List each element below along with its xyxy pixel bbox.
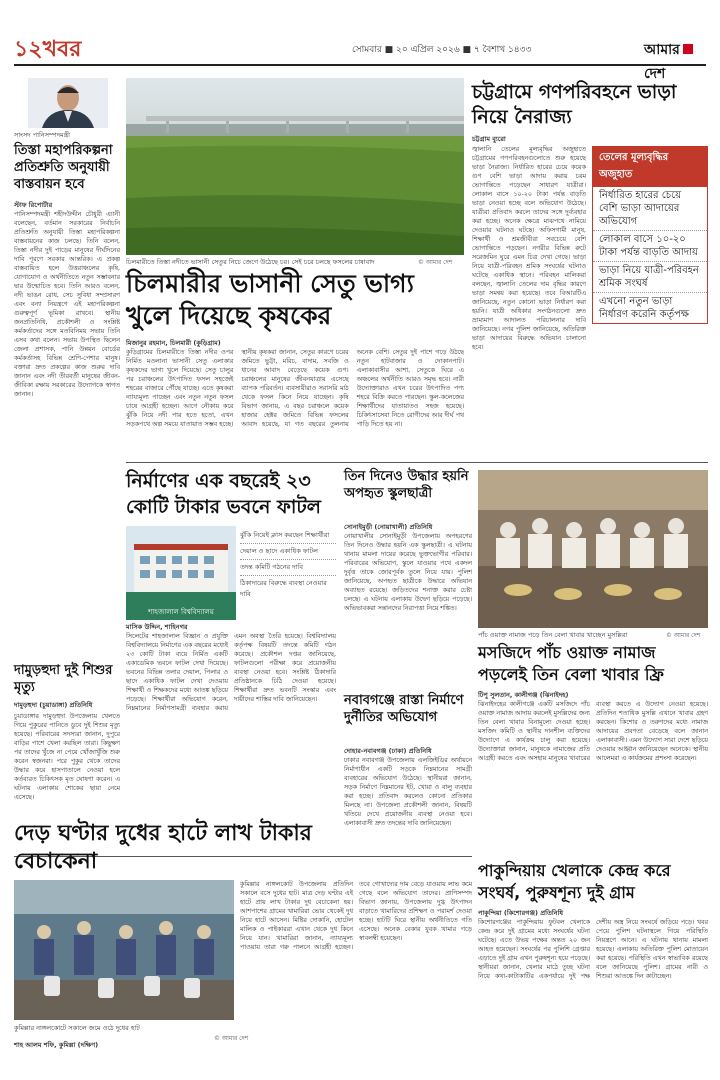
headline-chilmari: চিলমারীর ভাসানী সেতু ভাগ্য খুলে দিয়েছে কৃষকের [126, 269, 414, 330]
headline-abduction: তিন দিনেও উদ্ধার হয়নি অপহৃত স্কুলছাত্রী [344, 469, 469, 501]
brand-part-a: আমার [644, 42, 680, 58]
body-chilmari: কুড়িগ্রামের চিলমারীতে তিস্তা নদীর ওপর নির্মিত মওলানা ভাসানী সেতু এলাকার কৃষকদের ভাগ্য খুলে দিয়েছে। সেতু চালুর পর চরাঞ্চলের উৎপাদিত ফসল সহজেই শহরের বাজারে পৌঁছে যাচ্ছে। এতে কৃষকরা ন্যায্যমূল্য পাচ্ছেন এবং নতুন নতুন ফসল চাষে আগ্রহী হচ্ছেন। আগে নৌকায় করে ঝুঁকি নিয়ে নদী পার হতে হতো, এখন সড়কপথে অল্প সময়ে যাতায়াত সম্ভব হচ্ছে। স্থানীয় কৃষকরা জানান, সেতুর কারণে চরের জমিতে ভুট্টা, মরিচ, বাদাম, সবজি ও ধানের আবাদ বেড়েছে কয়েক গুণ। চরাঞ্চলের মানুষের জীবনযাত্রায় এসেছে ব্যাপক পরিবর্তন। ব্যবসায়ীরাও সরাসরি মাঠ থেকে ফসল কিনে নিয়ে যাচ্ছেন। কৃষি বিভাগ জানায়, এ বছর চরাঞ্চলে কয়েক হাজার হেক্টর জমিতে বিভিন্ন ফসলের আবাদ হয়েছে, যা গত বছরের তুলনায় অনেক বেশি। সেতুর দুই পাশে গড়ে উঠছে নতুন হাটবাজার ও দোকানপাট। এলাকাবাসীর আশা, সেতুকে ঘিরে এ অঞ্চলের অর্থনীতি আরও সমৃদ্ধ হবে। নারী উদ্যোক্তারাও এখন চরের উৎপাদিত পণ্য শহরে বিক্রি করতে পারছেন। স্কুল-কলেজের শিক্ষার্থীদের যাতায়াতও সহজ হয়েছে। চিকিৎসাসেবা নিতে রোগীদের আর দীর্ঘ পথ পাড়ি দিতে হয় না। [126, 349, 464, 428]
university-name-label: শাহজালাল বিশ্ববিদ্যালয় [126, 604, 236, 620]
bridge-field-photo [126, 78, 464, 255]
divider [126, 462, 708, 463]
byline-chilmari: মিজানুর রহমান, চিলমারী (কুড়িগ্রাম) [126, 339, 221, 347]
section-title: ১২খবর [14, 37, 82, 62]
photo-caption-chilmari: চিলমারীতে তিস্তা নদীতে ভাসানী সেতুর নিচে জেগে উঠেছে চর। সেই চরে চলছে ফসলের চাষাবাদ [126, 258, 375, 266]
photo-credit-milk: © আমার দেশ [214, 1035, 249, 1042]
headline-building-crack: নির্মাণের এক বছরেই ২৩ কোটি টাকার ভবনে ফাটল [126, 470, 321, 518]
building-bullets [240, 528, 336, 602]
byline-road: দোহার-নবাবগঞ্জ (ঢাকা) প্রতিনিধি [344, 747, 432, 755]
headline-mosque-meal: মসজিদে পাঁচ ওয়াক্ত নামাজ পড়লেই তিন বেলা খাবার ফ্রি [478, 643, 664, 684]
factbox-item: নির্ধারিত হারের চেয়ে বেশি ভাড়া আদায়ের অভিযোগ [593, 187, 707, 231]
issue-date: সোমবার ■ ২০ এপ্রিল ২০২৬ ■ ৭ বৈশাখ ১৪৩৩ [352, 45, 532, 55]
fare-factbox [592, 146, 708, 324]
byline-mosque: টিপু সুলতান, কালীগঞ্জ (ঝিনাইদহ) [478, 691, 569, 699]
photo-credit-mosque: © আমার দেশ [666, 632, 701, 639]
body-damurhuda: চুয়াডাঙ্গার দামুড়হুদা উপজেলায় খেলতে গিয়ে পুকুরের পানিতে ডুবে দুই শিশুর মৃত্যু হয়েছে। পরিবারের সদস্যরা জানান, দুপুরে বাড়ির পাশে খেলা করছিল তারা। কিছুক্ষণ পর তাদের খুঁজে না পেয়ে খোঁজাখুঁজি শুরু করেন স্বজনরা। পরে পুকুর থেকে তাদের উদ্ধার করে হাসপাতালে নেওয়া হলে কর্তব্যরত চিকিৎসক মৃত ঘোষণা করেন। এ ঘটনায় এলাকায় শোকের ছায়া নেমে এসেছে। [14, 713, 120, 801]
headline-chattogram: চট্টগ্রামে গণপরিবহনে ভাড়া নিয়ে নৈরাজ্য [472, 81, 677, 128]
bullet-item: দেয়াল ও ছাদে একাধিক ফাটল [240, 544, 336, 560]
factbox-item: লোকাল বাসে ১০-২০ টাকা পর্যন্ত বাড়তি আদায় [593, 231, 707, 262]
headline-road-corruption: নবাবগঞ্জে রাস্তা নির্মাণে দুর্নীতির অভিযোগ [344, 693, 464, 725]
headline-milk-market: দেড় ঘণ্টার দুধের হাটে লাখ টাকার বেচাকেনা [14, 821, 312, 874]
brand-part-b: দেশ [644, 66, 666, 82]
photo-credit-chilmari: © আমার দেশ [418, 259, 453, 266]
portrait-caption: সাংসদ পানিসম্পদমন্ত্রী [14, 131, 71, 139]
brand-dot [683, 44, 693, 54]
byline-milk: শাহ আলম শফি, কুমিল্লা (দক্ষিণ) [14, 1041, 99, 1049]
byline-abduction: সোনাইমুড়ী (নোয়াখালী) প্রতিনিধি [344, 523, 433, 531]
body-milk: কুমিল্লার নাঙ্গলকোট উপজেলায় প্রতিদিন সকালে বসে দুধের হাট। মাত্র দেড় ঘণ্টার এই হাটে প্রায় লাখ টাকার দুধ বেচাকেনা হয়। আশপাশের গ্রামের খামারিরা ভোর থেকেই দুধ নিয়ে হাটে আসেন। মিষ্টির দোকানি, হোটেল মালিক ও পাইকাররা এখান থেকে দুধ কিনে নিয়ে যান। খামারিরা জানান, ন্যায্যমূল্য পাওয়ায় তারা গরু পালনে আগ্রহী হচ্ছেন। তবে গোখাদ্যের দাম বেড়ে যাওয়ায় লাভ কমে গেছে বলে অভিযোগ তাদের। প্রাণিসম্পদ বিভাগ জানায়, উপজেলায় দুগ্ধ উৎপাদন বাড়াতে খামারিদের প্রশিক্ষণ ও পরামর্শ দেওয়া হচ্ছে। হাটটি ঘিরে স্থানীয় অর্থনীতিতে গতি এসেছে। অনেক বেকার যুবক খামার গড়ে স্বাবলম্বী হয়েছেন। [240, 881, 472, 951]
byline-damurhuda: দামুড়হুদা (চুয়াডাঙ্গা) প্রতিনিধি [14, 701, 93, 709]
university-building-photo [126, 526, 236, 616]
newspaper-logo [644, 38, 706, 86]
bullet-item: ঠিকাদারের বিরুদ্ধে ব্যবস্থা নেওয়ার দাবি [240, 579, 327, 598]
bullet-item: তদন্ত কমিটি গঠনের দাবি [240, 560, 336, 576]
body-abduction: নোয়াখালীর সোনাইমুড়ী উপজেলায় অপহরণের তিন দিনেও উদ্ধার হয়নি এক স্কুলছাত্রী। এ ঘটনায় থানায় মামলা দায়ের করেছে ভুক্তভোগীর পরিবার। পরিবারের অভিযোগ, স্কুলে যাওয়ার পথে একদল দুর্বৃত্ত তাকে জোরপূর্বক তুলে নিয়ে যায়। পুলিশ জানিয়েছে, অপহৃত ছাত্রীকে উদ্ধারে অভিযান অব্যাহত রয়েছে। জড়িতদের শনাক্ত করার চেষ্টা চলছে। এ ঘটনায় এলাকায় উদ্বেগ ছড়িয়ে পড়েছে। অভিভাবকরা সন্তানদের নিরাপত্তা নিয়ে শঙ্কিত। [344, 533, 472, 612]
body-road: ঢাকার নবাবগঞ্জ উপজেলায় এলজিইডির অর্থায়নে নির্মাণাধীন একটি সড়কে নিম্নমানের সামগ্রী ব্যবহারের অভিযোগ উঠেছে। স্থানীয়রা জানান, সড়ক নির্মাণে নিম্নমানের ইট, খোয়া ও বালু ব্যবহার করা হচ্ছে। প্রতিবাদ করলেও কোনো প্রতিকার মিলছে না। উপজেলা প্রকৌশলী জানান, বিষয়টি খতিয়ে দেখে প্রয়োজনীয় ব্যবস্থা নেওয়া হবে। এলাকাবাসী দ্রুত তদন্তের দাবি জানিয়েছেন। [344, 757, 472, 827]
photo-caption-mosque: পাঁচ ওয়াক্ত নামাজ পড়ে তিন বেলা খাবার খাচ্ছেন মুসল্লিরা [478, 631, 628, 639]
factbox-title: তেলের মূল্যবৃদ্ধির অজুহাত [593, 147, 707, 187]
body-mosque: ঝিনাইদহের কালীগঞ্জে একটি মসজিদে পাঁচ ওয়াক্ত নামাজ আদায় করলেই মুসল্লিদের জন্য তিন বেলা খাবার বিনামূল্যে দেওয়া হচ্ছে। মসজিদ কমিটি ও স্থানীয় দানশীল ব্যক্তিদের উদ্যোগে এ কার্যক্রম চালু করা হয়েছে। উদ্যোক্তারা জানান, মানুষকে নামাজের প্রতি আগ্রহী করতে এবং অসহায় মানুষের খাবারের ব্যবস্থা করতে এ উদ্যোগ নেওয়া হয়েছে। প্রতিদিন শতাধিক মুসল্লি এখানে খাবার গ্রহণ করছেন। কিশোর ও তরুণদের মধ্যে নামাজ আদায়ের প্রবণতা বেড়েছে বলে জানান এলাকাবাসী। এমন উদ্যোগ সারা দেশে ছড়িয়ে দেওয়ার আহ্বান জানিয়েছেন অনেকে। স্থানীয় আলেমরা এ কার্যক্রমের প্রশংসা করেছেন। [478, 701, 708, 762]
page-header [14, 32, 706, 82]
body-building: সিলেটের শাহজালাল বিজ্ঞান ও প্রযুক্তি বিশ্ববিদ্যালয়ে নির্মাণের এক বছরের মধ্যেই ২৩ কোটি টাকা ব্যয়ে নির্মিত একটি একাডেমিক ভবনে ফাটল দেখা দিয়েছে। ভবনের বিভিন্ন তলার দেয়াল, পিলার ও ছাদে একাধিক ফাটল দেখা দেওয়ায় শিক্ষার্থী ও শিক্ষকদের মধ্যে আতঙ্ক ছড়িয়ে পড়েছে। শিক্ষার্থীরা অভিযোগ করেন, নিম্নমানের নির্মাণসামগ্রী ব্যবহার করায় এমন অবস্থা তৈরি হয়েছে। বিশ্ববিদ্যালয় কর্তৃপক্ষ বিষয়টি তদন্তে কমিটি গঠন করেছে। প্রকৌশল দপ্তর জানিয়েছে, ফাটলগুলো পরীক্ষা করে প্রয়োজনীয় ব্যবস্থা নেওয়া হবে। সংশ্লিষ্ট ঠিকাদারি প্রতিষ্ঠানকে চিঠি দেওয়া হয়েছে। শিক্ষার্থীরা দ্রুত ভবনটি সংস্কার এবং দায়ীদের শাস্তির দাবি জানিয়েছেন। [126, 633, 336, 712]
byline-teesta: স্টাফ রিপোর্টার [14, 201, 53, 209]
body-pakundia: কিশোরগঞ্জের পাকুন্দিয়ায় ফুটবল খেলাকে কেন্দ্র করে দুই গ্রামের মধ্যে সংঘর্ষের ঘটনা ঘটেছে। এতে উভয় পক্ষের অন্তত ২০ জন আহত হয়েছেন। সংঘর্ষের পর পুলিশি গ্রেপ্তার এড়াতে দুই গ্রাম এখন পুরুষশূন্য হয়ে পড়েছে। স্থানীয়রা জানান, খেলার মাঠে তুচ্ছ ঘটনা নিয়ে কথা-কাটাকাটির একপর্যায়ে দুই পক্ষ দেশীয় অস্ত্র নিয়ে সংঘর্ষে জড়িয়ে পড়ে। খবর পেয়ে পুলিশ ঘটনাস্থলে গিয়ে পরিস্থিতি নিয়ন্ত্রণে আনে। এ ঘটনায় থানায় মামলা হয়েছে। এলাকায় অতিরিক্ত পুলিশ মোতায়েন করা হয়েছে। পরিস্থিতি এখন স্বাভাবিক রয়েছে বলে জানিয়েছে পুলিশ। গ্রামের নারী ও শিশুরা আতঙ্কে দিন কাটাচ্ছেন। [478, 919, 708, 980]
milk-market-photo [14, 880, 234, 1020]
headline-damurhuda: দামুড়হুদা দুই শিশুর মৃত্যু [14, 663, 113, 695]
byline-pakundia: পাকুন্দিয়া (কিশোরগঞ্জ) প্রতিনিধি [478, 909, 564, 917]
factbox-item: এখনো নতুন ভাড়া নির্ধারণ করেনি কর্তৃপক্ষ [599, 296, 689, 320]
headline-teesta: তিস্তা মহাপরিকল্পনা প্রতিশ্রুতি অনুযায়ী বাস্তবায়ন হবে [14, 143, 113, 192]
bullet-item: ঝুঁকি নিয়েই ক্লাস করছেন শিক্ষার্থীরা [240, 528, 336, 544]
factbox-item: ভাড়া নিয়ে যাত্রী-পরিবহন শ্রমিক সংঘর্ষ [593, 262, 707, 293]
mosque-meal-photo [478, 470, 708, 628]
byline-building: মাসিক উদ্দিন, শাহিনগর [126, 623, 188, 631]
body-teesta: পানিসম্পদমন্ত্রী শহীদউদ্দীন চৌধুরী এ্যানী বলেছেন, বর্তমান সরকারের নির্বাচনি প্রতিশ্রুতি অনুযায়ী তিস্তা মহাপরিকল্পনা বাস্তবায়নের কাজ চলছে। তিনি বলেন, তিস্তা নদীর দুই পাড়ের মানুষের দীর্ঘদিনের দাবি পূরণে সরকার আন্তরিক। এ প্রকল্প বাস্তবায়িত হলে উত্তরাঞ্চলের কৃষি, যোগাযোগ ও অর্থনীতিতে নতুন সম্ভাবনার দ্বার উন্মোচিত হবে। তিনি আরও বলেন, নদী ভাঙন রোধ, সেচ সুবিধা সম্প্রসারণ এবং বন্যা নিয়ন্ত্রণে এই মহাপরিকল্পনা গুরুত্বপূর্ণ ভূমিকা রাখবে। স্থানীয় জনপ্রতিনিধি, প্রকৌশলী ও সংশ্লিষ্ট কর্মকর্তাদের সঙ্গে মতবিনিময় সভায় তিনি এসব কথা বলেন। সভায় উপস্থিত ছিলেন জেলা প্রশাসক, পানি উন্নয়ন বোর্ডের কর্মকর্তাসহ বিভিন্ন শ্রেণি-পেশার মানুষ। বক্তারা দ্রুত প্রকল্পের কাজ শুরুর দাবি জানান এবং নদী তীরবর্তী মানুষের জীবন-জীবিকা রক্ষায় সরকারের উদ্যোগকে স্বাগত জানান। [14, 211, 120, 398]
byline-chattogram: চট্টগ্রাম ব্যুরো [472, 135, 506, 143]
headline-pakundia-clash: পাকুন্দিয়ায় খেলাকে কেন্দ্র করে সংঘর্ষ, পুরুষশূন্য দুই গ্রাম [478, 861, 671, 902]
portrait-photo [28, 78, 108, 128]
photo-caption-milk: কুমিল্লার নাঙ্গলকোটে সকালে জমে ওঠে দুধের হাট [14, 1024, 140, 1032]
body-chattogram: জ্বালানি তেলের মূল্যবৃদ্ধির অজুহাতে চট্টগ্রামের গণপরিবহনগুলোতে শুরু হয়েছে ভাড়া নৈরাজ্য। নির্ধারিত হারের চেয়ে কয়েক গুণ বেশি ভাড়া আদায় করায় চরম ভোগান্তিতে পড়েছেন সাধারণ যাত্রীরা। লোকাল বাসে ১০-২০ টাকা পর্যন্ত বাড়তি ভাড়া নেওয়া হচ্ছে বলে অভিযোগ উঠেছে। যাত্রীরা প্রতিবাদ করলে তাদের সঙ্গে দুর্ব্যবহার করা হচ্ছে। অনেক ক্ষেত্রে মাঝপথে নামিয়ে দেওয়ার ঘটনাও ঘটছে। অফিসগামী মানুষ, শিক্ষার্থী ও শ্রমজীবীরা সবচেয়ে বেশি ভোগান্তিতে পড়ছেন। নগরীর বিভিন্ন রুটে সরেজমিন ঘুরে এমন চিত্র দেখা গেছে। ভাড়া নিয়ে যাত্রী-পরিবহন শ্রমিক সংঘর্ষের ঘটনাও ঘটেছে একাধিক স্থানে। পরিবহন মালিকরা বলছেন, জ্বালানি তেলের দাম বৃদ্ধির কারণে ভাড়া সমন্বয় করা হয়েছে। তবে বিআরটিএ জানিয়েছে, নতুন কোনো ভাড়া নির্ধারণ করা হয়নি। যাত্রী অধিকার সংগঠনগুলো দ্রুত ভ্রাম্যমাণ আদালত পরিচালনার দাবি জানিয়েছে। নগর পুলিশ জানিয়েছে, অতিরিক্ত ভাড়া আদায়ের বিরুদ্ধে অভিযান চালানো হবে। [472, 146, 586, 351]
